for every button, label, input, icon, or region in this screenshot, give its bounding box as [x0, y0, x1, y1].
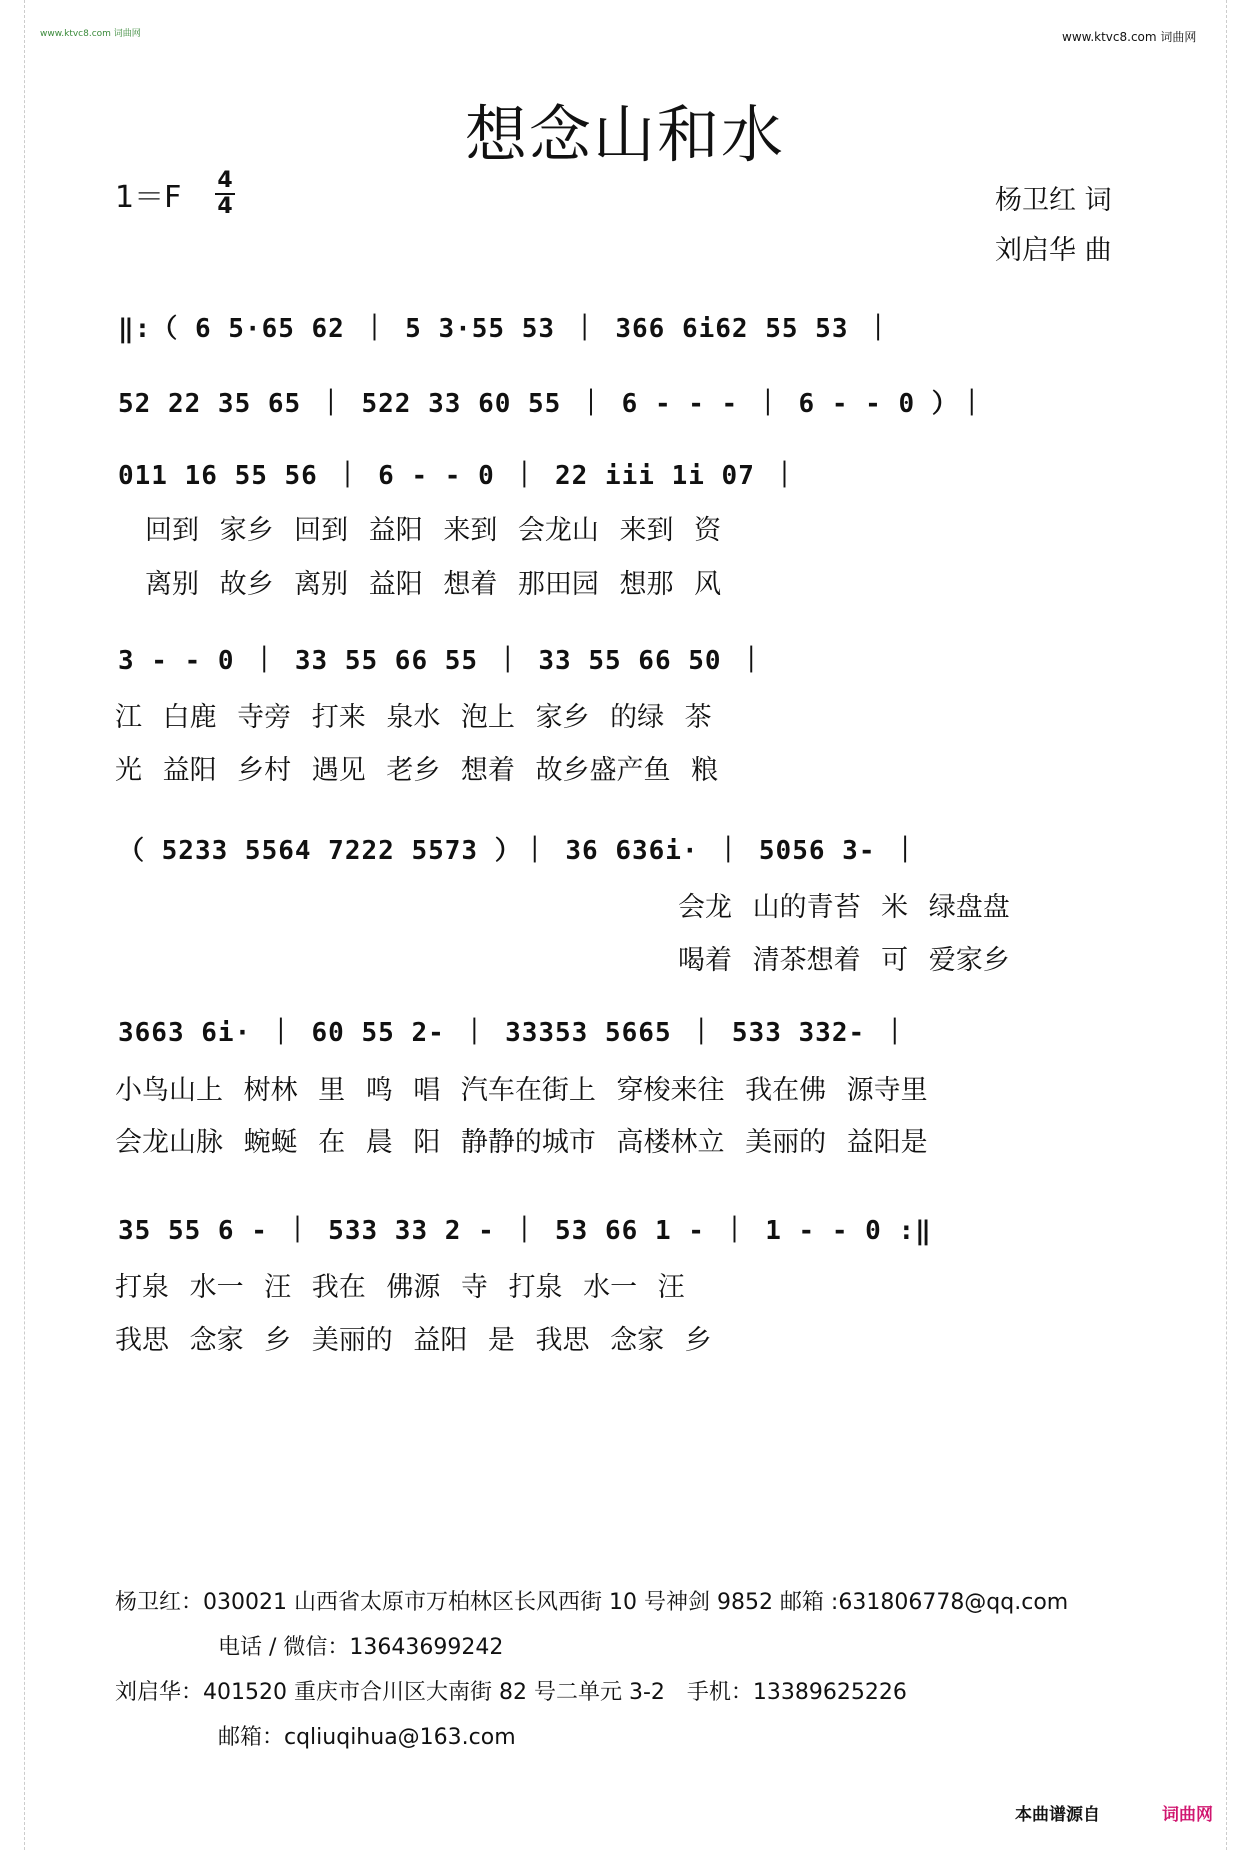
- lyric-line-6a: 小鸟山上 树林 里 鸣 唱 汽车在街上 穿梭来往 我在佛 源寺里: [115, 1075, 928, 1106]
- score-line-2: 52 22 35 65 ｜ 522 33 60 55 ｜ 6 - - - ｜ 6 - - 0 ）｜: [118, 389, 986, 419]
- score-line-7: 35 55 6 - ｜ 533 33 2 - ｜ 53 66 1 - ｜ 1 - - 0 :‖: [118, 1216, 932, 1246]
- score-line-4: 3 - - 0 ｜ 33 55 66 55 ｜ 33 55 66 50 ｜: [118, 646, 766, 676]
- contact-lyricist-phone: 电话 / 微信：13643699242: [218, 1635, 504, 1660]
- left-border-line: [24, 0, 25, 1850]
- score-line-1: ‖:（ 6 5·65 62 ｜ 5 3·55 53 ｜ 366 6i62 55 53 ｜: [118, 314, 893, 344]
- watermark-left: www.ktvc8.com 词曲网: [40, 29, 141, 39]
- time-signature-bottom: 4: [217, 194, 233, 219]
- lyric-line-5a: 会龙 山的青苔 米 绿盘盘: [678, 892, 1010, 923]
- lyric-line-7b: 我思 念家 乡 美丽的 益阳 是 我思 念家 乡: [115, 1325, 712, 1356]
- score-line-6: 3663 6i· ｜ 60 55 2- ｜ 33353 5665 ｜ 533 332- ｜: [118, 1018, 909, 1048]
- right-border-line: [1226, 0, 1227, 1850]
- contact-composer: 刘启华：401520 重庆市合川区大南街 82 号二单元 3-2 手机：13389625226: [115, 1680, 907, 1705]
- contact-lyricist: 杨卫红：030021 山西省太原市万柏林区长风西街 10 号神剑 9852 邮箱 :631806778@qq.com: [115, 1590, 1069, 1615]
- lyricist-credit: 杨卫红 词: [995, 185, 1112, 216]
- footer-site-link[interactable]: 词曲网: [1162, 1805, 1213, 1825]
- footer-source-label: 本曲谱源自: [1015, 1805, 1100, 1825]
- lyric-line-4b: 光 益阳 乡村 遇见 老乡 想着 故乡盛产鱼 粮: [115, 755, 719, 786]
- key-signature: 1＝F: [115, 180, 182, 215]
- composer-credit: 刘启华 曲: [995, 235, 1112, 266]
- page-title: 想念山和水: [464, 98, 785, 171]
- lyric-line-4a: 江 白鹿 寺旁 打来 泉水 泡上 家乡 的绿 茶: [115, 702, 712, 733]
- contact-composer-email: 邮箱：cqliuqihua@163.com: [218, 1725, 516, 1750]
- time-signature-top: 4: [217, 168, 233, 193]
- score-line-3: 011 16 55 56 ｜ 6 - - 0 ｜ 22 iii 1i 07 ｜: [118, 461, 799, 491]
- lyric-line-5b: 喝着 清茶想着 可 爱家乡: [678, 945, 1010, 976]
- lyric-line-3b: 离别 故乡 离别 益阳 想着 那田园 想那 风: [145, 569, 722, 600]
- watermark-right: www.ktvc8.com 词曲网: [1062, 30, 1197, 44]
- lyric-line-7a: 打泉 水一 汪 我在 佛源 寺 打泉 水一 汪: [115, 1272, 685, 1303]
- score-line-5: （ 5233 5564 7222 5573 ）｜ 36 636i· ｜ 5056 3- ｜: [118, 836, 920, 866]
- lyric-line-6b: 会龙山脉 蜿蜒 在 晨 阳 静静的城市 高楼林立 美丽的 益阳是: [115, 1127, 928, 1158]
- lyric-line-3a: 回到 家乡 回到 益阳 来到 会龙山 来到 资: [145, 515, 722, 546]
- time-signature: [215, 170, 235, 218]
